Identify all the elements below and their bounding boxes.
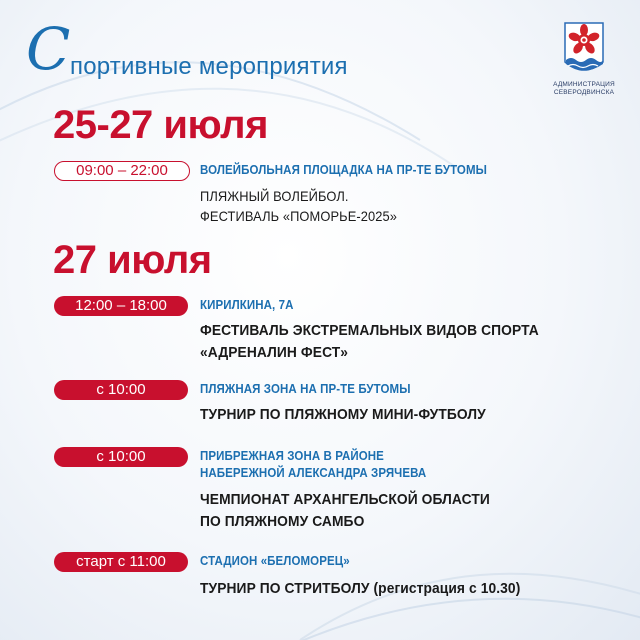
event-title: ЧЕМПИОНАТ АРХАНГЕЛЬСКОЙ ОБЛАСТИ [200,491,490,508]
event-title: ТУРНИР ПО ПЛЯЖНОМУ МИНИ-ФУТБОЛУ [200,406,486,423]
date-heading: 27 июля [53,238,212,282]
emblem-icon [562,20,606,78]
event-title: ТУРНИР ПО СТРИТБОЛУ (регистрация с 10.30) [200,580,521,597]
event-title-line2: «АДРЕНАЛИН ФЕСТ» [200,344,349,361]
event-title: ФЕСТИВАЛЬ ЭКСТРЕМАЛЬНЫХ ВИДОВ СПОРТА [200,322,539,339]
time-badge: старт с 11:00 [54,552,188,572]
venue-label: КИРИЛКИНА, 7А [200,298,294,312]
event-title: ПЛЯЖНЫЙ ВОЛЕЙБОЛ. [200,188,349,204]
time-badge: с 10:00 [54,447,188,467]
logo [552,20,616,97]
title-initial: С [26,15,71,83]
logo-caption: АДМИНИСТРАЦИЯ СЕВЕРОДВИНСКА [553,81,615,97]
time-badge: 12:00 – 18:00 [54,296,188,316]
date-heading: 25-27 июля [53,103,268,147]
venue-label: ПЛЯЖНАЯ ЗОНА НА ПР-ТЕ БУТОМЫ [200,382,411,396]
venue-label: ПРИБРЕЖНАЯ ЗОНА В РАЙОНЕ [200,449,384,463]
title-text: портивные мероприятия [70,53,348,80]
event-title-line2: ПО ПЛЯЖНОМУ САМБО [200,513,365,530]
venue-label: ВОЛЕЙБОЛЬНАЯ ПЛОЩАДКА НА ПР-ТЕ БУТОМЫ [200,163,487,177]
time-badge: с 10:00 [54,380,188,400]
event-subtitle: ФЕСТИВАЛЬ «ПОМОРЬЕ-2025» [200,208,398,224]
venue-label-line2: НАБЕРЕЖНОЙ АЛЕКСАНДРА ЗРЯЧЕВА [200,466,427,480]
time-badge: 09:00 – 22:00 [54,161,190,181]
venue-label: СТАДИОН «БЕЛОМОРЕЦ» [200,554,350,568]
